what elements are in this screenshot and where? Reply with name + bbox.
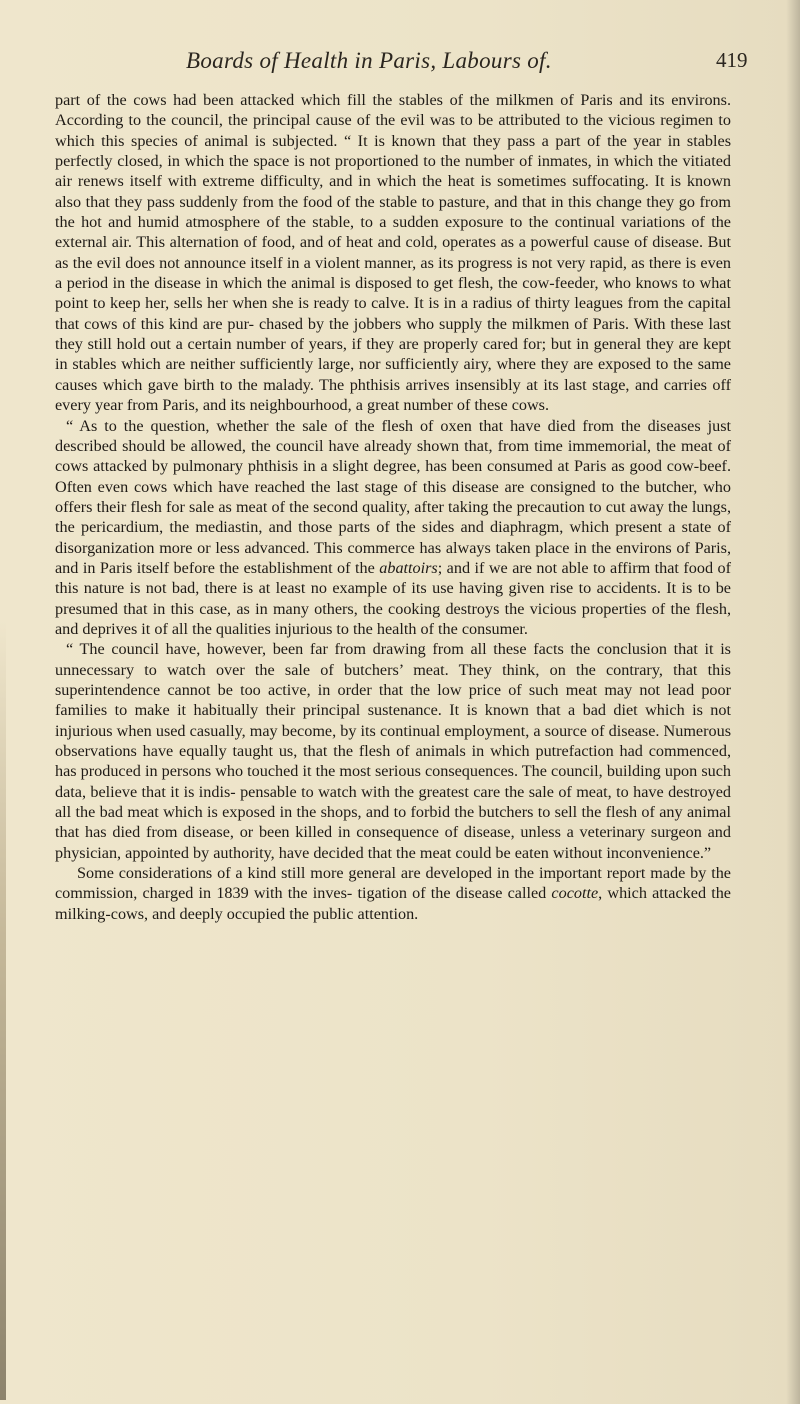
paragraph-4-text-a: Some considerations of a kind still more general are developed in the important report made by the commission, charged in 1839 with the inves- tigation of the disease called <box>55 864 731 903</box>
paragraph-1 <box>55 90 731 416</box>
paragraph-2-italic-term: abattoirs <box>379 558 438 577</box>
paragraph-1-text: part of the cows had been attacked which fill the stables of the milkmen of Paris and its environs. According to the council, the principal cause of the evil was to be attributed to the vicious regimen to which this species of animal is subjected. “ It is known that they pass a part of the year in stables perfectly closed, in which the space is not proportioned to the number of inmates, in which the vitiated air renews itself with extreme difficulty, and in which the heat is sometimes suffocating. It is known also that they pass suddenly from the food of the stable to pasture, and that in this change they go from the hot and humid atmosphere of the stable, to a sudden exposure to the continual variations of the external air. This alternation of food, and of heat and cold, operates as a powerful cause of disease. But as the evil does not announce itself in a violent manner, as its progress is not very rapid, as there is even a period in the disease in which the animal is disposed to get flesh, the cow-feeder, who knows to what point to keep her, sells her when she is ready to calve. It is in a radius of thirty leagues from the capital that cows of this kind are pur- chased by the jobbers who supply the milkmen of Paris. With these last they still hold out a certain number of years, if they are properly cared for; but in general they are kept in stables which are neither sufficiently large, nor sufficiently airy, where they are exposed to the same causes which gave birth to the malady. The phthisis arrives insensibly at its last stage, and carries off every year from Paris, and its neighbourhood, a great number of these cows. <box>55 91 731 415</box>
paragraph-3-text: “ The council have, however, been far from drawing from all these facts the conclusion that it is unnecessary to watch over the sale of butchers’ meat. They think, on the contrary, that this superintendence cannot be too active, in order that the low price of such meat may not lead poor families to make it habitually their principal sustenance. It is known that a bad diet which is not injurious when used casually, may become, by its continual employment, a source of disease. Numerous observations have equally taught us, that the flesh of animals in which putrefaction had commenced, has produced in persons who touched it the most serious consequences. The council, building upon such data, believe that it is indis- pensable to watch with the greatest care the sale of meat, to have destroyed all the bad meat which is exposed in the shops, and to forbid the butchers to sell the flesh of any animal that has died from disease, or been killed in consequence of disease, unless a veterinary surgeon and physician, appointed by authority, have decided that the meat could be eaten without inconvenience.” <box>55 640 731 862</box>
page-number: 419 <box>716 48 748 72</box>
paragraph-4-text-b: , which attacked the milking-cows, and deeply occupied the public attention. <box>55 884 731 923</box>
paragraph-2-text-b: ; and if we are not able to affirm that food of this nature is not bad, there is at least no example of its use having given rise to accidents. It is to be presumed that in this case, as in many others, the cooking destroys the vicious properties of the flesh, and deprives it of all the qualities injurious to the health of the consumer. <box>55 558 731 638</box>
paragraph-2 <box>55 416 731 640</box>
paragraph-3 <box>55 639 731 863</box>
paragraph-2-text-a: “ As to the question, whether the sale of the flesh of oxen that have died from the diseases just described should be allowed, the council have already shown that, from time immemorial, the meat of cows attacked by pulmonary phthisis in a slight degree, has been consumed at Paris as good cow-beef. Often even cows which have reached the last stage of this disease are consigned to the butcher, who offers their flesh for sale as meat of the second quality, after taking the precaution to cut away the lungs, the pericardium, the mediastin, and those parts of the sides and diaphragm, which present a state of disorganization more or less advanced. This commerce has always taken place in the environs of Paris, and in Paris itself before the establishment of the <box>55 416 731 577</box>
paragraph-4 <box>55 863 731 924</box>
running-head: Boards of Health in Paris, Labours of. <box>186 48 552 73</box>
binding-shadow <box>786 0 800 1404</box>
body-text <box>55 90 731 924</box>
page-edge-wear <box>0 620 6 1400</box>
paragraph-4-italic-term: cocotte <box>551 884 599 903</box>
page-header <box>0 48 800 88</box>
